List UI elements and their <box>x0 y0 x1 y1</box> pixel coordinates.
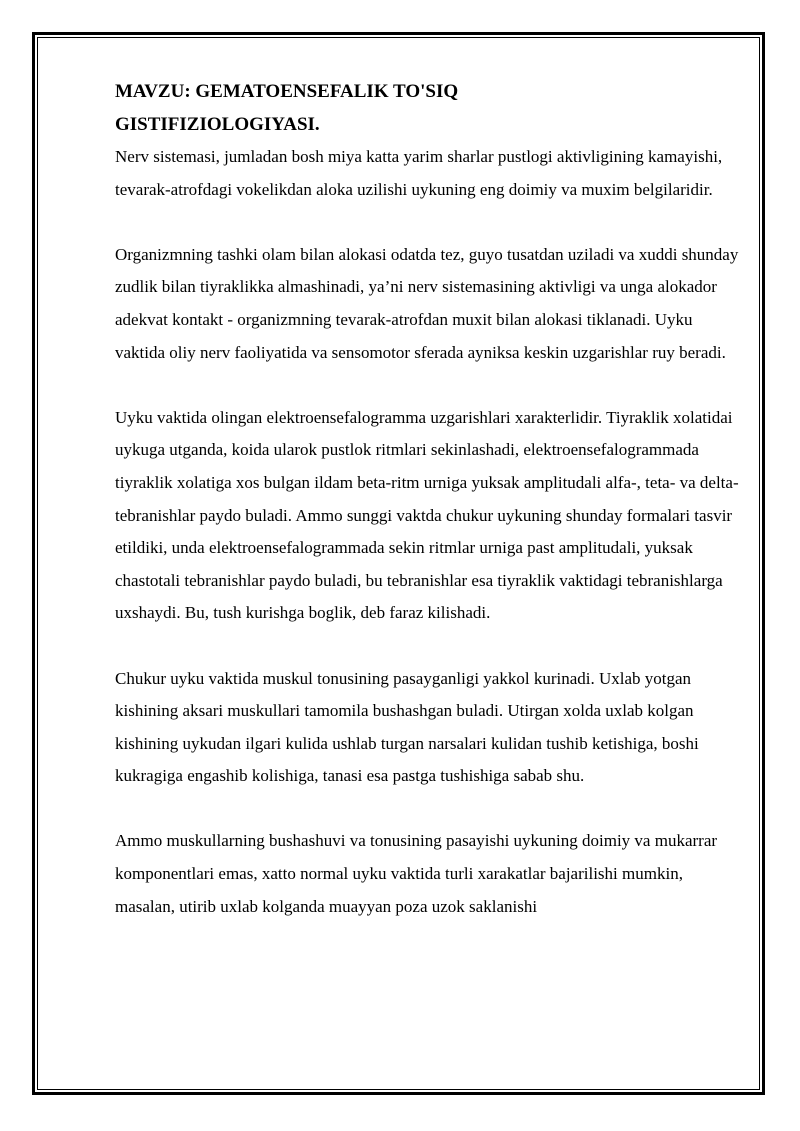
paragraph-1: Nerv sistemasi, jumladan bosh miya katta yarim sharlar pustlogi aktivligining kamayishi, tevarak-atrofdagi vokelikdan aloka uzilishi uykuning eng doimiy va muxim belgilaridir. <box>115 147 723 199</box>
paragraph-2: Organizmning tashki olam bilan alokasi odatda tez, guyo tusatdan uziladi va xuddi shunday zudlik bilan tiyraklikka almashinadi, ya’ni nerv sistemasining aktivligi va unga alokador adekvat kontakt - organizmning tevarak-atrofdan muxit bilan alokasi tiklanadi. Uyku vaktida oliy nerv faoliyatida va sensomotor sferada ayniksa keskin uzgarishlar ruy beradi. <box>115 244 739 362</box>
document-title-line-2: GISTIFIZIOLOGIYASI. <box>115 114 320 135</box>
paragraph-4: Chukur uyku vaktida muskul tonusining pasayganligi yakkol kurinadi. Uxlab yotgan kishining aksari muskullari tamomila bushashgan buladi. Utirgan xolda uxlab kolgan kishining uykudan ilgari kulida ushlab turgan narsalari kulidan tushib ketishiga, boshi kukragiga engashib kolishiga, tanasi esa pastga tushishiga sabab shu. <box>115 668 699 786</box>
document-title-line-1: MAVZU: GEMATOENSEFALIK TO'SIQ <box>115 81 459 102</box>
paragraph-3: Uyku vaktida olingan elektroensefalogramma uzgarishlari xarakterlidir. Tiyraklik xolatidai uykuga utganda, koida ularok pustlok ritmlari sekinlashadi, elektroensefalogrammada tiyraklik xolatiga xos bulgan ildam beta-ritm urniga yuksak amplitudali alfa-, teta- va delta-tebranishlar paydo buladi. Ammo sunggi vaktda chukur uykuning shunday formalari tasvir etildiki, unda elektroensefalogrammada sekin ritmlar urniga past amplitudali, yuksak chastotali tebranishlar paydo buladi, bu tebranishlar esa tiyraklik vaktidagi tebranishlarga uxshaydi. Bu, tush kurishga boglik, deb faraz kilishadi. <box>115 407 739 623</box>
paragraph-5: Ammo muskullarning bushashuvi va tonusining pasayishi uykuning doimiy va mukarrar komponentlari emas, xatto normal uyku vaktida turli xarakatlar bajarilishi mumkin, masalan, utirib uxlab kolganda muayyan poza uzok saklanishi <box>115 831 718 916</box>
document-body <box>115 75 745 923</box>
